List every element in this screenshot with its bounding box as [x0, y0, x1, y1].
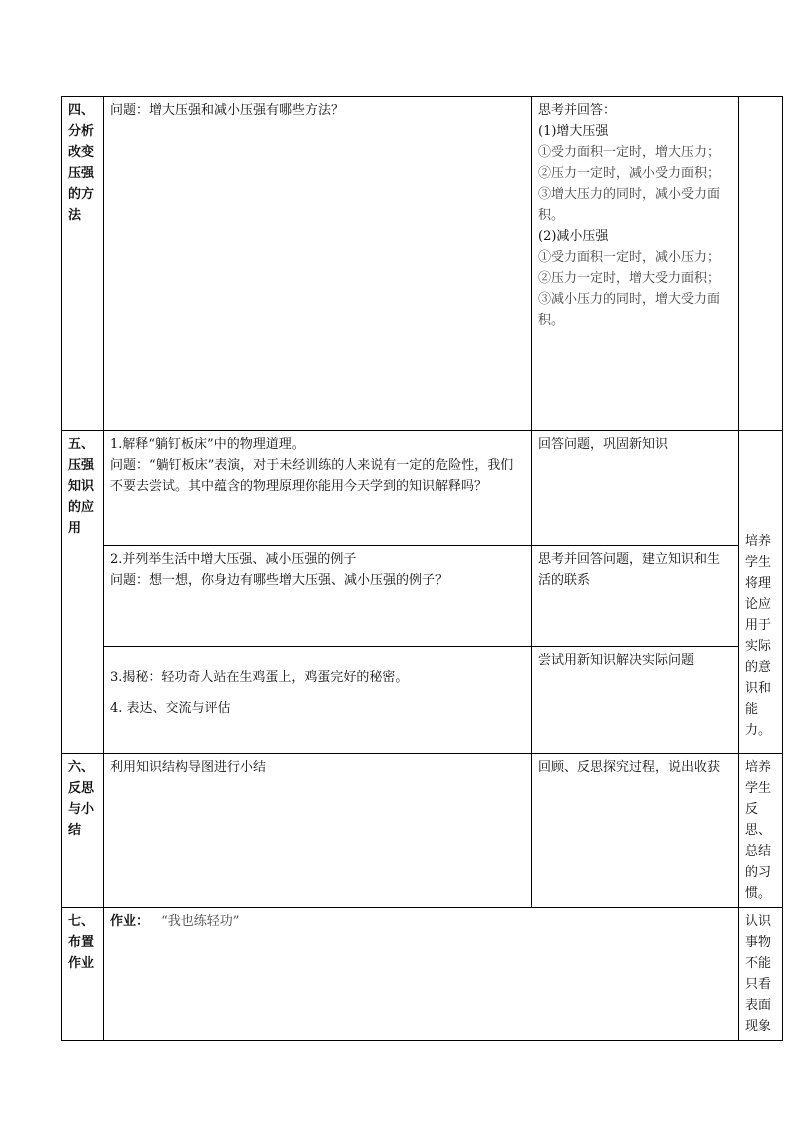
homework-label: 作业：	[110, 914, 150, 929]
section-6-row	[62, 754, 783, 908]
section-6-heading: 六、 反思 与小 结	[62, 754, 104, 908]
homework-text: “我也练轻功”	[161, 914, 240, 929]
section-5-row-1	[62, 431, 783, 546]
section-5-row-2	[62, 546, 783, 647]
section-4-row	[62, 97, 783, 431]
decrease-item: ③减小压力的同时，增大受力面积。	[538, 292, 721, 328]
increase-item: ②压力一定时，减小受力面积；	[538, 166, 721, 181]
section-7-heading: 七、 布置 作业	[62, 908, 104, 1041]
decrease-title: (2)减小压强	[538, 229, 609, 244]
section-5-teacher-activity-1: 1.解释“躺钉板床”中的物理道理。 问题：“躺钉板床”表演，对于未经训练的人来说有一定的危险性，我们不要去尝试。其中蕴含的物理原理你能用今天学到的知识解释吗？	[104, 431, 532, 546]
section-6-goal: 培养学生反思、总结的习惯。	[739, 754, 783, 908]
increase-item: ①受力面积一定时，增大压力；	[538, 145, 721, 160]
section-4-question: 问题：增大压强和减小压强有哪些方法？	[110, 103, 345, 118]
section-6-teacher-activity: 利用知识结构导图进行小结	[104, 754, 532, 908]
section-5-row-3	[62, 647, 783, 754]
section-7-goal: 认识事物不能只看表面现象	[739, 908, 783, 1041]
decrease-item: ①受力面积一定时，减小压力；	[538, 250, 721, 265]
section-7-homework	[104, 908, 739, 1041]
section-4-heading: 四、 分析 改变 压强 的方 法	[62, 97, 104, 431]
section-4-student-activity	[532, 97, 739, 431]
section-5-student-activity-1: 回答问题，巩固新知识	[532, 431, 739, 546]
increase-item: ③增大压力的同时，减小受力面积。	[538, 187, 721, 223]
section-5-teacher-activity-2: 2.并列举生活中增大压强、减小压强的例子 问题：想一想，你身边有哪些增大压强、减小压强的例子？	[104, 546, 532, 647]
section-7-row	[62, 908, 783, 1041]
section-5-student-activity-2: 思考并回答问题，建立知识和生活的联系	[532, 546, 739, 647]
increase-title: (1)增大压强	[538, 124, 609, 139]
section-6-student-activity: 回顾、反思探究过程，说出收获	[532, 754, 739, 908]
answer-intro: 思考并回答：	[538, 103, 617, 118]
section-4-goal	[739, 97, 783, 431]
section-5-student-activity-3: 尝试用新知识解决实际问题	[532, 647, 739, 754]
section-5-heading: 五、 压强 知识 的应 用	[62, 431, 104, 754]
decrease-item: ②压力一定时，增大受力面积；	[538, 271, 721, 286]
section-5-teacher-activity-3: 3.揭秘：轻功奇人站在生鸡蛋上，鸡蛋完好的秘密。 4. 表达、交流与评估	[104, 647, 532, 754]
lesson-plan-table	[61, 96, 783, 1041]
section-5-goal: 培养学生将理论应用于实际的意识和能力。	[739, 431, 783, 754]
section-4-teacher-activity	[104, 97, 532, 431]
